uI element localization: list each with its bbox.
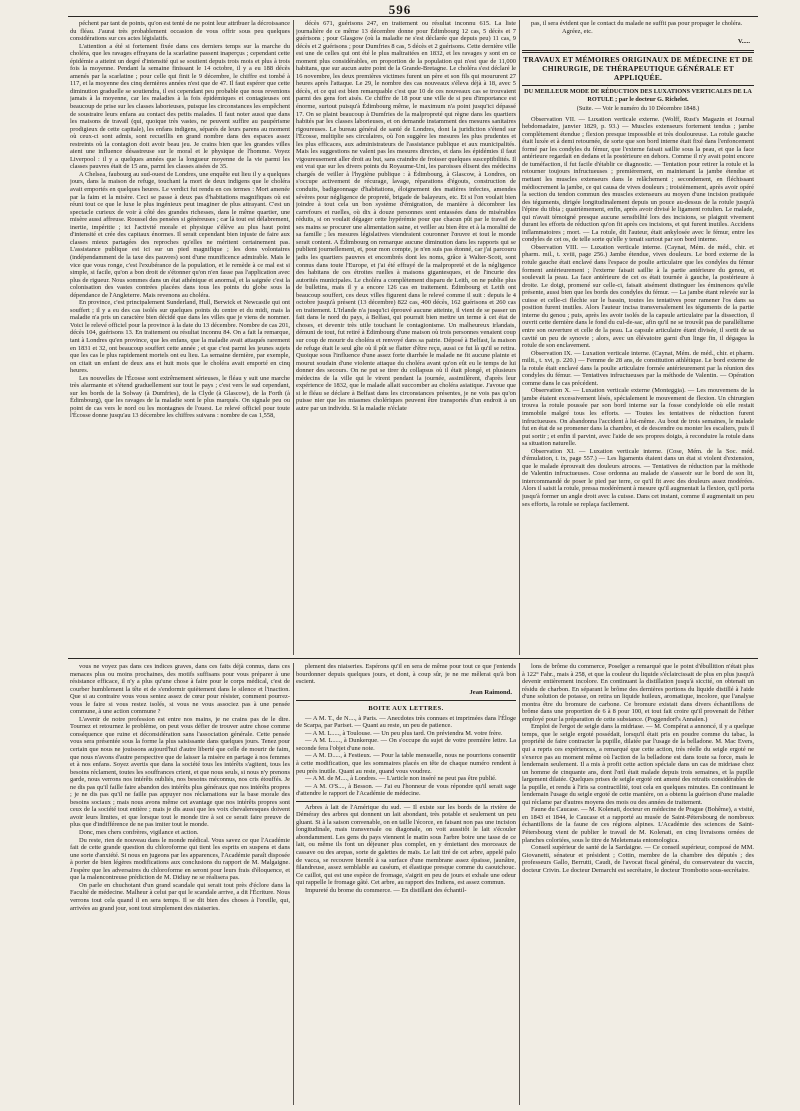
news-item: Conseil supérieur de santé de la Sardaigne. — Ce conseil supérieur, composé de MM. Giovanetti, sénateur et président ; Cottin, membre de la chambre des députés ; des professeurs Gallo, Berrutti, Caudi, de l'avocat fiscal général, du conservateur du vaccin, docteur Crivin. Le docteur Demarchi est secrétaire, le docteur Trombotto sous-secrétaire. bbox=[522, 844, 754, 874]
letter-reply: — A M. L....., à Toulouse. — Un peu plus tard. On préviendra M. votre frère. bbox=[305, 729, 503, 737]
header-rule bbox=[68, 16, 758, 17]
section-rule bbox=[296, 700, 516, 701]
paragraph: Du reste, rien de nouveau dans le monde médical. Vous savez ce que l'Académie fait de cette grande question du chloroforme qui tient les esprits en suspens et dans une sorte d'anxiété. Si nous en jugeons par les apparences, l'Académie paraît disposée à porter de bien légères modifications aux conclusions du rapport de M. Malgaigne. J'espère que les adversaires du chloroforme en seront pour leurs frais d'éloquence, et que la malencontreuse prédiction de M. Didiay ne se réalisera pas. bbox=[70, 836, 290, 882]
letter-closing: Agréez, etc. bbox=[562, 27, 593, 35]
column-top-right bbox=[522, 20, 754, 655]
news-item: Arbres à lait de l'Amérique du sud. — Il existe sur les bords de la rivière de Déméray des arbres qui donnent un lait abondant, très potable et seulement un peu gluant. Si à la saison convenable, on en taille l'écorce, en faisant non pas une incision longitudinale, mais transversale ou diagonale, on voit aussitôt le lait s'écouler abondamment. Les gens du pays viennent le matin sous l'arbre boire une tasse de ce lait, ou même ils font un déjeuner plus complet, en y émiettant des morceaux de cassave ou des arepas, sorte de galettes de maïs. Le lait tiré de cet arbre, appelé palo de vacca, se recouvre bientôt à sa surface d'une membrane assez épaisse, jaunâtre, filandreuse, assez semblable au caséum, et élastique presque comme du caoutchouc. Ce caillot, qui est une espèce de fromage, s'aigrit en peu de jours et exhale une odeur qui rappelle le fromage gâté. Cet arbre, au rapport des Indiens, est assez commun. bbox=[296, 803, 516, 887]
paragraph: A Chelsea, faubourg au sud-ouest de Londres, une enquête eut lieu il y a quelques jours, dans la maison de refuge, touchant la mort de deux indigens que le choléra avait emportés en quelques heures. Le verdict fut rendu en ces termes : Mort amenée par la faim et la misère. Ceci se passe à deux pas d'habitations magnifiques où est réuni tout ce que le luxe le plus ingénieux peut imaginer de plus attrayant. C'est un spectacle curieux de voir à côté des grandes richesses, dans le même quartier, une misère aussi affreuse. Roussel des pensées si généreuses ; car là tout est délabrement, inertie, impéritie ; ici l'activité morale et physique s'élève au plus haut point d'intensité et crée des capitaux énormes. Il serait cependant bien injuste de faire aux classes mieux partagées des reproches qu'elles ne méritent certainement pas. L'assistance publique est ici sur un pied magnifique ; les dons volontaires (indépendamment de la taxe des pauvres) sont d'une munificence admirable. Mais le vice que vous ronge, c'est l'exubérance de la population, et le remède à ce mal est si simple, si facile, qu'on a bon droit de s'étonner qu'on n'en fasse pas l'application avec plus de rigueur. Nous sommes dans un état athénique et anormal, et la saignée c'est la colonisation des vastes contrées placées dans tous les points du globe sous la dépendance de l'Angleterre. Mais revenons au choléra. bbox=[70, 170, 290, 299]
section-rule bbox=[522, 85, 754, 86]
paragraph: péchent par tant de points, qu'on est tenté de ne point leur attribuer la décroissance du fléau. J'aurai très probablement occasion de vous offrir sous peu quelques considérations sur ces actes législatifs. bbox=[70, 20, 290, 43]
paragraph: Les nouvelles de l'Écosse sont extrêmement sérieuses, le fléau y suit une marche très alarmante et s'étend graduellement sur tout le pays ; c'est vers le sud cependant, sur les bords de la Solway (à Dumfries), de la Clyde (à Glascow), de la Forth (à Édimbourg), que les ravages de la maladie sont le plus marqués. On signale peu ou point de cas vers le nord ou les montagnes de l'ouest. Le relevé officiel pour toute l'Écosse donne jusqu'au 13 décembre les chiffres suivans : nombre de cas 1,558, bbox=[70, 374, 290, 420]
section-rule bbox=[522, 50, 754, 53]
fold-rule bbox=[68, 658, 758, 659]
column-divider bbox=[519, 663, 520, 1105]
letter-ending: pas, il sera évident que le contact du malade ne suffit pas pour propager le choléra. bbox=[531, 20, 743, 27]
news-item: Impureté du brome du commerce. — En distillant des échantil- bbox=[305, 886, 467, 894]
observation: Observation IX. — Luxation verticale interne. (Caynat, Mém. de méd., chir. et pharm. milit., t. xvi, p. 220.) — Femme de 28 ans, de constitution athlétique. Le bord externe de la rotule était enclavé dans la poulie articulaire formée antérieurement par la réunion des condyles du fémur. — Tentatives infructueuses par la méthode de Valentin. — Opération comme dans le cas précédent. bbox=[522, 349, 754, 387]
news-item: Emploi de l'ergot de seigle dans la midriase. — M. Compérat a annoncé, il y a quelque temps, que le seigle ergoté possédait, lorsqu'il était pris en poudre comme du tabac, la propriété de faire contracter la pupille, dilatée par l'usage de la belladone. M. Mac Evers, qui a repris ces expériences, a remarqué que cette action, très réelle du seigle ergoté ne s'exerce pas au moment même où l'action de la belladone est dans toute sa force, mais le lendemain seulement. Il a mis à profit cette action spéciale dans un cas de midriase chez un homme de cinquante ans, dont l'œil était malade depuis trois semaines, et la pupille largement dilatée. Quelques prises de seigle ergoté ont amené des retraits considérables de la pupille, et rendu à l'iris sa contractilité, tout cela en quelques minutes. En continuant le lendemain l'usage du seigle ergoté de cette manière, on a obtenu la guérison d'une maladie qui réclame par d'autres moyens des mois ou des années de traitement. bbox=[522, 723, 754, 806]
column-top-left bbox=[70, 20, 290, 655]
column-divider bbox=[519, 20, 520, 655]
observation: Observation VIII. — Luxation verticale interne. (Caynat, Mém. de méd., chir. et pharm. mil., t. xviii, page 256.) Jambe étendue, vives douleurs. Le bord externe de la rotule gauche était enclavé dans l'espace de poulie articulaire que les condyles du fémur forment antérieurement ; l'externe faisait saillie à la partie antérieure du genou, et soulevait la peau. La face antérieure de cet os était tournée à gauche, la postérieure à droite. Le doigt, promené sur celle-ci, faisait aisément distinguer les éminences qu'elle présente, aussi bien que les bords des condyles du fémur. — La jambe étant relevée sur la cuisse et celle-ci fléchie sur le bassin, toutes les tentatives pour ramener l'os dans sa position furent inutiles. Alors l'auteur incisa transversalement les téguments de la partie interne du genou ; puis, après les avoir isolés de la capsule articulaire par la dissection, il ouvrit cette dernière dans le fond du cul-de-sac, afin qu'il ne se trouvât pas de parallélisme entre son ouverture et celle de la peau. La capsule articulaire étant divisée, il sortit de sa cavité un peu de synovie ; alors, avec un élévatoire garni d'un linge fin, il dégagea la rotule de son enclavement. bbox=[522, 243, 754, 350]
letter-signature: V..... bbox=[737, 38, 750, 46]
column-bottom-right bbox=[522, 663, 754, 1105]
section-title: TRAVAUX ET MÉMOIRES ORIGINAUX DE MÉDECINE ET DE CHIRURGIE, DE THÉRAPEUTIQUE GÉNÉRALE ET APPLIQUÉE. bbox=[523, 54, 753, 82]
column-divider bbox=[293, 663, 294, 1105]
paragraph: vous ne voyez pas dans ces indices graves, dans ces faits déjà connus, dans ces menaces plus ou moins prochaines, des motifs suffisans pour vous préparer à une résistance efficace, il n'y a plus qu'une chose à faire pour le corps médical, c'est de courber humblement la tête et de s'endormir quiètement dans le silence et l'inaction. Que si au contraire vous vous sentez assez de cœur pour résister, comment pourrez-vous le faire si vous restez isolés, si vous ne vous associez pas à une pensée commune, à une action commune ? bbox=[70, 663, 290, 716]
author-signature: Jean Raimond. bbox=[469, 688, 512, 696]
letters-box-title: BOITE AUX LETTRES. bbox=[368, 705, 444, 713]
paragraph: L'avenir de notre profession est entre nos mains, je ne crains pas de le dire. Tournez et retournez le problème, on peut vous défier de trouver autre chose comme conséquence que ruine et déconsidération sans l'association générale. Cette pensée vous sera présentée sous la forme la plus saisissante dans quelques jours. Tenez pour certain que nous ne jouissons aujourd'hui d'autre liberté que celle de mourir de faim, que nous n'avons d'autre perspective que de laisser la misère en partage à nos femmes et à nos enfans. Soyez avertis que dans la société tous les intérêts s'agitent, tous les besoins réclament, toutes les souffrances crient, et que nous seuls, si nous n'y prenons garde, nous verrons nos intérêts oubliés, nos besoins méconnus, nos cris étouffés. Je ne dis pas qu'il faille faire abandon des intérêts plus généraux que nos intérêts propres ; je ne dis pas qu'il ne faille pas appuyer nos réclamations sur la base morale des besoins sociaux ; mais nous avons même cet avantage que nos intérêts propres sont ceux de la société tout entière ; mais je dis aussi que les voix chevaleresques doivent avoir leurs limites, et que lorsque tout le monde tire à soi ce serait faire preuve de plus que d'indifférence de ne pas imiter tout le monde. bbox=[70, 715, 290, 829]
suite-note: (Suite. — Voir le numéro du 10 Décembre 1848.) bbox=[576, 104, 700, 112]
paragraph: L'attention a été si fortement fixée dans ces derniers temps sur la marche du choléra, que les ravages effrayans de la scarlatine passent inaperçus ; cependant cette épidémie a atteint un degré d'intensité qui se soutient depuis trois mois et plus à trois fois la moyenne. Pendant la semaine finissant le 14 octobre, il y a eu 188 décès amenés par la scarlatine ; pour celle qui finit le 9 décembre, le chiffre est tombé à 117, et la moyenne des cinq dernières années n'est que de 47. Il faut espérer que cette diminution graduelle se soutiendra, il est cependant peu probable que nous revenions jamais à la moyenne, car les maladies à la fois épidémiques et contagieuses ont beaucoup de prise sur les classes laborieuses, puisque les circonstances les empêchent de soustraire leurs enfans au contact des petits malades. Il faut noter aussi que dans les maisons de travail (qui, quoique très vastes, ne peuvent suffire au paupérisme prodigieux de cette capitale), les enfans indigens, séparés de leurs parens au moment où ceux-ci sont admis, sont recueillis en grand nombre dans des espaces assez restreints où la contagion doit avoir beau jeu. Je crains bien que les grandes villes aient une influence désastreuse sur le moral et le physique de l'homme. Voyez Liverpool : il y a quelques années que la longueur moyenne de la vie parmi les classes pauvres était de 15 ans, parmi les classes aisées de 35. bbox=[70, 42, 290, 171]
column-bottom-left bbox=[70, 663, 290, 1105]
letter-reply: — A M. O'S...., à Besson. — J'ai eu l'honneur de vous répondre qu'il serait sage d'attendre le rapport de l'Académie de médecine. bbox=[296, 782, 516, 798]
news-item: Faune du Caucase. — M. Kolenati, docteur en médecine de Prague (Bohême), a visité, en 1843 et 1844, le Caucase et a rapporté au musée de Saint-Pétersbourg de nombreux échantillons de la faune de ces régions alpines. L'Académie des sciences de Saint-Pétersbourg vient de publier le travail de M. Kolenati, en cinq livraisons ornées de planches coloriées, sous le titre de Meletemata entomologica. bbox=[522, 806, 754, 844]
column-divider bbox=[293, 20, 294, 655]
letter-reply: — A M. L....., à Dunkerque. — On s'occupe du sujet de votre première lettre. La seconde fera l'objet d'une note. bbox=[296, 737, 516, 752]
article-title: DU MEILLEUR MODE DE RÉDUCTION DES LUXATIONS VERTICALES DE LA ROTULE ; par le docteur G. Richelot. bbox=[524, 87, 752, 103]
observation: Observation VII. — Luxation verticale externe. (Wolff, Rust's Magazin et Journal hebdomadaire, janvier 1829, p. 93.) — Muscles extenseurs fortement tendus ; jambe complètement étendue ; flexion presque impossible et très douloureuse. La rotule gauche était luxée et à demi retournée, de sorte que son bord interne était fixé dans l'enfoncement formé par les condyles du fémur, que l'externe faisait saillie sous la peau, et que la face antérieure regardait en dedans et la postérieure en dehors. Comme il n'y avait point encore de tuméfaction, il fut facile d'établir ce diagnostic. — Tentation pour retirer la rotule et la retourner toujours infructueuses ; premièrement, en maintenant la jambe étendue et mettant les muscles extenseurs dans le relâchement ; secondement, en fléchissant médiocrement la jambe, ce qui causa de vives douleurs ; troisièmement, après avoir opéré la section du tendon commun des muscles extenseurs au moyen d'une incision pratiquée des téguments, dirigée longitudinalement depuis un pouce au-dessus de la rotule jusqu'à l'épine du tibia ; quatrièmement, enfin, après avoir divisé le ligament rotulien. Le malade, qui n'avait témoigné presque aucune sensibilité lors des incisions, se plaignit vivement durant les efforts de réduction qu'on fit après ces incisions, et qui furent inutiles. Accidens inflammatoires ; mort. — La rotule, dit l'auteur, était ankylosée avec le fémur, entre les condyles de cet os, de telle sorte qu'elle y tenait surtout par son bord interne. bbox=[522, 115, 754, 244]
paragraph: décès 671, guérisons 247, en traitement ou résultat inconnu 615. La liste journalière de ce même 13 décembre donne pour Édimbourg 12 cas, 5 décès et 7 guérisons ; pour Glasgow (où la maladie ne s'est déclarée que depuis peu) 11 cas, 9 décès et 2 guérisons ; pour Dumfries 8 cas, 5 décès et 2 guérisons. Cette dernière ville est une de celles qui ont été le plus maltraitées en 1832, et les ravages y sont en ce moment plus considérables, en proportion de la population qui n'est que de 11,000 habitans, que sur aucun autre point de la Grande-Bretagne. Le choléra s'est déclaré le 16 novembre, les deux premières victimes furent un père et son fils qui moururent 27 heures après l'attaque. Le 29, le nombre des cas nouveaux s'éleva déjà à 18, avec 5 décès, et ce qui est bien remarquable c'est que 10 de ces nouveaux cas se trouvaient parmi des gens fort aisés. Ce chiffre de 18 pour une ville de si peu d'importance est énorme, surtout puisqu'à Édimbourg même, le maximum n'a point jusqu'ici dépassé 17. On se plaint beaucoup à Dumfries de la malpropreté qui règne dans les quartiers habités par les classes laborieuses, et on demande instamment des mesures sanitaires rigoureuses. Le bureau général de santé de Londres, dont la juridiction s'étend sur l'Écosse, multiplie ses circulaires, où l'on suggère les mesures les plus prudentes et les plus efficaces, aux administrateurs de l'assistance publique et aux municipalités. Mais les suggestions ne valent pas les mesures directes, et dans les épidémies il faut vigoureusement aller droit au but, sans craindre de froisser quelques susceptibilités. Il est vrai que sur les divers points du Royaume-Uni, les paroisses élisent des médecins chargés de veiller à l'hygiène publique : à Édimbourg, à Glascow, à Londres, on s'occupe activement de récurage, lavage, réparations d'égouts, construction de conduits, badigeonnage d'habitations, éloignement des matières infectes, amendes sévères pour négligence de propreté, brigade de balayeurs, etc. Et si l'on voulait bien joindre à tout cela un bon système d'émigration, de manière à décombrer les carrefours et ruelles, où dix à douze personnes sont entassées dans de misérables réduits, si on voulait dégager cette hypérémie pour que chacun pût par le travail de ses mains se procurer une alimentation saine, et veiller au bien être et à la moralité de sa famille ; les mesures législatives viendraient couronner l'œuvre et tout le monde serait content. A Édimbourg on remarque aucune diminution dans les rapports qui se publient journellement, et, pour mon compte, je n'en suis pas étonné, car j'ai parcouru jadis les quartiers pauvres et encombrés dont les noms, grâce à Walter-Scott, sont connus dans toute l'Europe, et j'ai été effrayé de la malpropreté et de la négligence des habitans de ces étroites ruelles à maisons gigantesques, et de l'incurie des autorités municipales. Le choléra a complètement disparu de Leith, on ne publie plus de bulletins, mais il y a encore 126 cas en traitement. Édimbourg et Leith ont beaucoup souffert, ces deux villes figurent dans le relevé comme il suit : depuis le 4 octobre jusqu'à présent (13 décembre) 822 cas, 400 décès, 162 guérisons et 260 cas en traitement. L'Irlande n'a jusqu'ici éprouvé aucune atteinte, il vient de se passer un fait dans le nord du pays, à Belfast, qui pourrait bien mettre un terme à cet état de choses, et devenir très utile touchant le contagionisme. Un malheureux irlandais, démuni de tout, fut retiré à Édimbourg d'une maison où trois personnes venaient coup sur coup de mourir du choléra et renvoyé dans sa patrie. Déposé à Belfast, la maison de refuge était le seul gîte où il pût se flatter d'être reçu, aussi ce fut là qu'il se retira. Quoique sous l'influence d'une assez forte diarrhée le malade ne fit aucune plainte et mourut soudain d'une violente attaque du choléra avant qu'on eût eu le temps de lui donner des secours. On ne put se tirer du collapsus où il était plongé, et plusieurs médecins de la ville qui le virent pendant la journée, assimilèrent, d'après leur expérience de 1832, que le malade allait succomber au choléra asiatique. J'avoue que si le fléau se déclare à Belfast dans les circonstances présentes, je ne vois pas qu'on puisse nier que les miasmes cholériques peuvent être transportés d'un endroit à un autre par un individu. Si la maladie n'éclate bbox=[296, 20, 516, 412]
column-top-middle bbox=[296, 20, 516, 655]
paragraph: En province, c'est principalement Sunderland, Hull, Berwick et Newcastle qui ont souffert ; il y a eu des cas isolés sur quelques points du centre et du midi, mais la maladie n'a pris un caractère bien décidé que dans les villes que je viens de nommer. Voici le relevé officiel pour la province à la date du 13 décembre. Nombre de cas 201, décès 104, guérisons 13. En traitement ou résultat inconnu 84. On a fait la remarque, tant à Londres qu'en province, que les enfans, que la maladie avait attaqués rarement en 1831 et 32, ont beaucoup souffert cette année ; et que c'est parmi les jeunes sujets que les cas le plus rapidement mortels ont eu lieu. La semaine dernière, par exemple, on citait un enfant de deux ans et huit mois que le choléra avait emporté en cinq heures. bbox=[70, 299, 290, 375]
column-bottom-middle bbox=[296, 663, 516, 1105]
letter-reply: — A M. D....., à Festieux. — Pour la table mensuelle, nous ne pourrions consentir à cette modification, que les sommaires placés en tête de chaque numéro rendent à peu près inutile. Quant au reste, quand vous voudrez. bbox=[296, 752, 516, 775]
paragraph: Donc, mes chers confrères, vigilance et action. bbox=[79, 829, 199, 837]
letter-reply: — A M. T., de N...., à Paris. — Anecdotes très connues et imprimées dans l'Éloge de Scarpa, par Pariset. — Quant au reste, un peu de patience. bbox=[296, 714, 516, 730]
paragraph: plement des niaiseries. Espérons qu'il en sera de même pour tout ce que j'entends bourdonner depuis quelques jours, et dont, à coup sûr, je ne me mêlerai qu'à bon escient. bbox=[296, 663, 516, 686]
paragraph: On parle en chuchotant d'un grand scandale qui serait tout près d'éclore dans la Faculté de médecine. Malheur à celui par qui le scandale arrive, a dit l'Écriture. Nous verrons tout cela quand il en sera temps. Il se dit bien des choses à l'oreille, qui, arrivées au grand jour, sont tout simplement des niaiseries. bbox=[70, 881, 290, 912]
observation: Observation X. — Luxation verticale externe (Monteggia). — Les mouvemens de la jambe étaient excessivement lésés, spécialement le mouvement de flexion. Un chirurgien trouva la rotule poussée par son bord interne sur la fosse condyloïde où elle restait immobile malgré tous les efforts. — Toutes les tentatives de réduction furent infructueuses. On abandonna l'accident à lui-même. Au bout de trois semaines, le malade fut en état de se promener dans la chambre, et de descendre ou monter les escaliers, puis il put sortir ; et enfin il parvint, avec l'aide de ses propres doigts, à reconduire la rotule dans sa situation naturelle. bbox=[522, 387, 754, 448]
observation: Observation XI. — Luxation verticale interne. (Cose, Mém. de la Soc. méd. d'émulation, t. ix, page 557.) — Les ligaments étaient dans un état si violent d'extension, que le malade éprouvait des douleurs atroces. — Tentatives de réduction par la méthode de Valentin infructueuses. Cose ordonna au malade de s'asseoir sur le bord de son lit, intercommandé de poser le pied par terre, ce qu'il fit avec des douleurs assez modérées. Alors il saisit la rotule, pressa modérément à mesure qu'il augmentait la flexion, qu'il porta jusqu'à former un angle droit avec la cuisse. Dans cet instant, comme il augmentait un peu ses efforts, la rotule se replaça facilement. bbox=[522, 447, 754, 508]
news-item: lons de brôme du commerce, Poselger a remarqué que le point d'ébullition n'était plus à 122° Fahr., mais à 258, et que la couleur du liquide s'éclaircissait de plus en plus jusqu'à devenir entièrement incolore. En continuant la distillation jusqu'à siccité, on obtenait un résidu de charbon. En séparant le brôme des dernières portions du liquide distillé à l'aide d'une solution de potasse, on retira un liquide huileux, aromatique, incolore, que l'analyse montra être du bromure de carbone. Ce bromure existait dans divers échantillons de brôme dans une proportion de 6 à 8 pour 100, et tout fait croire qu'il provenait de l'éther employé pour la préparation de cette substance. (Poggendorf's Annalen.) bbox=[522, 663, 754, 723]
section-rule bbox=[296, 801, 516, 802]
page-number: 596 bbox=[388, 2, 412, 17]
letter-reply: — A M. de M...., à Londres. — L'article non inséré ne peut pas être publié. bbox=[305, 775, 497, 783]
